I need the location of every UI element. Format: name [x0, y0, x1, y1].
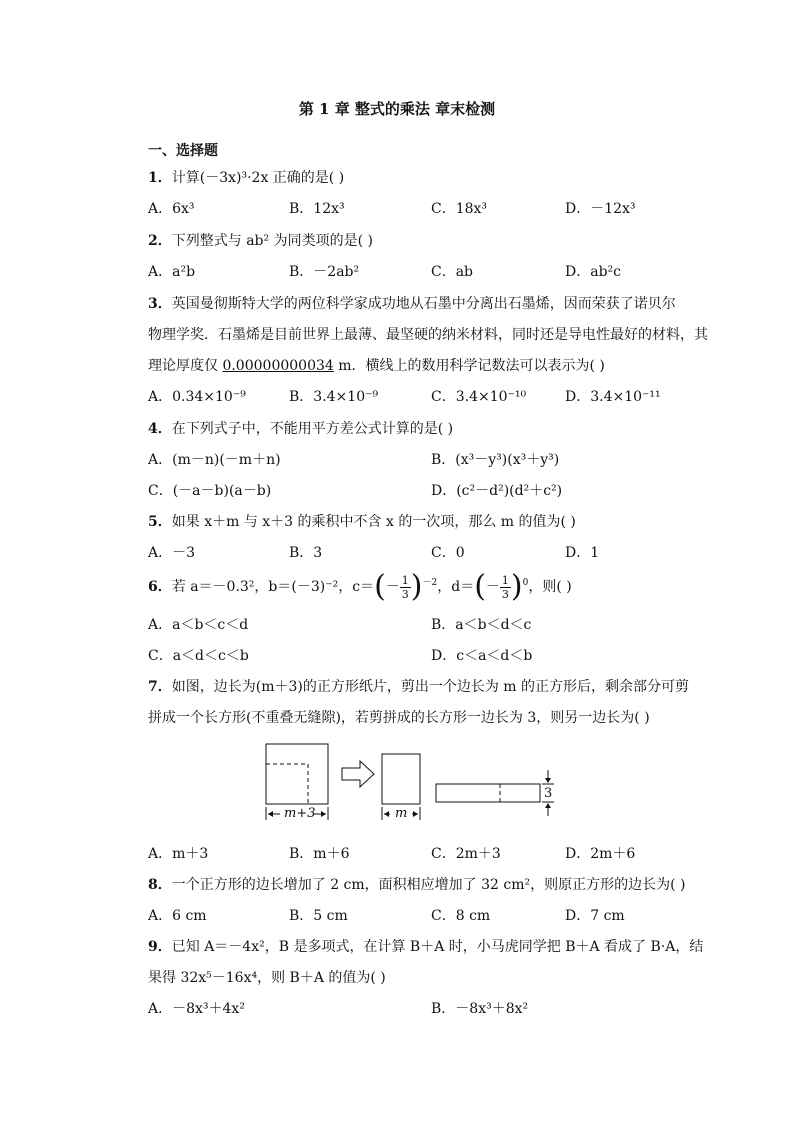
- option-b: B．(x³－y³)(x³＋y³): [431, 452, 560, 468]
- question-stem-line2: 拼成一个长方形(不重叠无缝隙)，若剪拼成的长方形一边长为 3，则另一边长为( ): [148, 710, 650, 726]
- question-3: [148, 293, 676, 313]
- question-stem-part: ，d＝: [437, 579, 475, 595]
- exponent: －2: [422, 578, 438, 588]
- question-stem-line1: 如图，边长为(m＋3)的正方形纸片，剪出一个边长为 m 的正方形后，剩余部分可剪: [171, 679, 690, 695]
- question-5: [148, 511, 576, 531]
- question-stem-line2: 物理学奖．石墨烯是目前世界上最薄、最坚硬的纳米材料，同时还是导电性最好的材料，其: [148, 327, 708, 343]
- option-d: D．－12x³: [565, 201, 636, 217]
- question-stem: 一个正方形的边长增加了 2 cm，面积相应增加了 32 cm²，则原正方形的边长为( ): [171, 877, 686, 893]
- option-c: C．0: [431, 545, 465, 561]
- question-number: 7．: [148, 679, 172, 695]
- question-stem: 计算(－3x)³·2x 正确的是( ): [171, 170, 345, 186]
- fraction-numerator: 1: [401, 573, 409, 587]
- question-7: [148, 676, 689, 696]
- label-m-plus-3: m+3: [284, 806, 316, 821]
- question-stem-line1: 英国曼彻斯特大学的两位科学家成功地从石墨中分离出石墨烯，因而荣获了诺贝尔: [171, 296, 676, 312]
- option-d: D．2m＋6: [565, 846, 636, 862]
- option-a: A．－3: [148, 545, 196, 561]
- question-number: 6．: [148, 579, 172, 595]
- option-c: C．2m＋3: [431, 846, 501, 862]
- option-b: B．m＋6: [289, 846, 350, 862]
- question-4: [148, 418, 453, 438]
- right-paren: ): [510, 569, 523, 604]
- option-c: C．ab: [431, 264, 474, 280]
- option-c: C．18x³: [431, 201, 488, 217]
- option-a: A．6x³: [148, 201, 195, 217]
- option-a: A．a²b: [148, 264, 196, 280]
- question-stem-line2: 果得 32x⁵－16x⁴，则 B＋A 的值为( ): [148, 970, 386, 986]
- minus-sign: －: [485, 579, 500, 595]
- question-2: [148, 230, 373, 250]
- option-c: C．8 cm: [431, 908, 491, 924]
- option-b: B．－2ab²: [289, 264, 360, 280]
- option-b: B．－8x³＋8x²: [431, 1001, 529, 1017]
- option-d: D．ab²c: [565, 264, 621, 280]
- fraction: [500, 574, 511, 601]
- option-a: A．m＋3: [148, 846, 209, 862]
- option-c: C．(－a－b)(a－b): [148, 483, 272, 499]
- option-d: D．(c²－d²)(d²＋c²): [431, 483, 563, 499]
- question-stem: 下列整式与 ab² 为同类项的是( ): [171, 233, 373, 249]
- question-1: [148, 167, 344, 187]
- option-b: B．a＜b＜d＜c: [431, 617, 532, 633]
- fraction-denominator: 3: [401, 587, 409, 601]
- option-b: B．12x³: [289, 201, 345, 217]
- question-9: [148, 936, 703, 956]
- option-d: D．7 cm: [565, 908, 625, 924]
- question-number: 5．: [148, 514, 172, 530]
- option-d: D．1: [565, 545, 600, 561]
- label-3: 3: [544, 786, 553, 801]
- minus-sign: －: [385, 579, 400, 595]
- stem-text: m．横线上的数用科学记数法可以表示为( ): [333, 358, 605, 374]
- option-b: B．3.4×10⁻⁹: [289, 389, 379, 405]
- question-6: [148, 569, 572, 604]
- page-title: 第 1 章 整式的乘法 章末检测: [298, 100, 496, 118]
- option-c: C．3.4×10⁻¹⁰: [431, 389, 527, 405]
- option-b: B．5 cm: [289, 908, 348, 924]
- left-paren: (: [374, 569, 386, 604]
- option-a: A．6 cm: [148, 908, 207, 924]
- left-paren: (: [474, 569, 486, 604]
- question-stem-part: 若 a＝－0.3²，b＝(－3)⁻²，c＝: [171, 579, 375, 595]
- section-heading: 一、选择题: [148, 143, 218, 159]
- fraction: [400, 574, 411, 601]
- label-m: m: [395, 806, 408, 821]
- option-d: D．c＜a＜d＜b: [431, 648, 533, 664]
- square-cut-figure: [262, 742, 562, 830]
- question-number: 8．: [148, 877, 172, 893]
- option-a: A．0.34×10⁻⁹: [148, 389, 246, 405]
- question-stem: 如果 x＋m 与 x＋3 的乘积中不含 x 的一次项，那么 m 的值为( ): [171, 514, 576, 530]
- question-number: 1．: [148, 170, 172, 186]
- question-8: [148, 874, 686, 894]
- underlined-number: 0.00000000034: [222, 358, 334, 374]
- option-c: C．a＜d＜c＜b: [148, 648, 249, 664]
- question-stem-line3: [148, 355, 605, 375]
- option-a: A．(m－n)(－m＋n): [148, 452, 281, 468]
- question-stem: 在下列式子中，不能用平方差公式计算的是( ): [171, 421, 454, 437]
- option-a: A．－8x³＋4x²: [148, 1001, 245, 1017]
- option-b: B．3: [289, 545, 323, 561]
- fraction-denominator: 3: [501, 587, 509, 601]
- exponent: 0: [522, 578, 529, 588]
- option-a: A．a＜b＜c＜d: [148, 617, 249, 633]
- option-d: D．3.4×10⁻¹¹: [565, 389, 661, 405]
- question-number: 3．: [148, 296, 172, 312]
- question-number: 2．: [148, 233, 172, 249]
- question-number: 4．: [148, 421, 172, 437]
- question-stem-line1: 已知 A＝－4x²，B 是多项式，在计算 B＋A 时，小马虎同学把 B＋A 看成了 B·A，结: [171, 939, 704, 955]
- question-number: 9．: [148, 939, 172, 955]
- question-stem-part: ，则( ): [528, 579, 572, 595]
- fraction-numerator: 1: [501, 573, 509, 587]
- stem-text: 理论厚度仅: [148, 358, 223, 374]
- right-paren: ): [410, 569, 423, 604]
